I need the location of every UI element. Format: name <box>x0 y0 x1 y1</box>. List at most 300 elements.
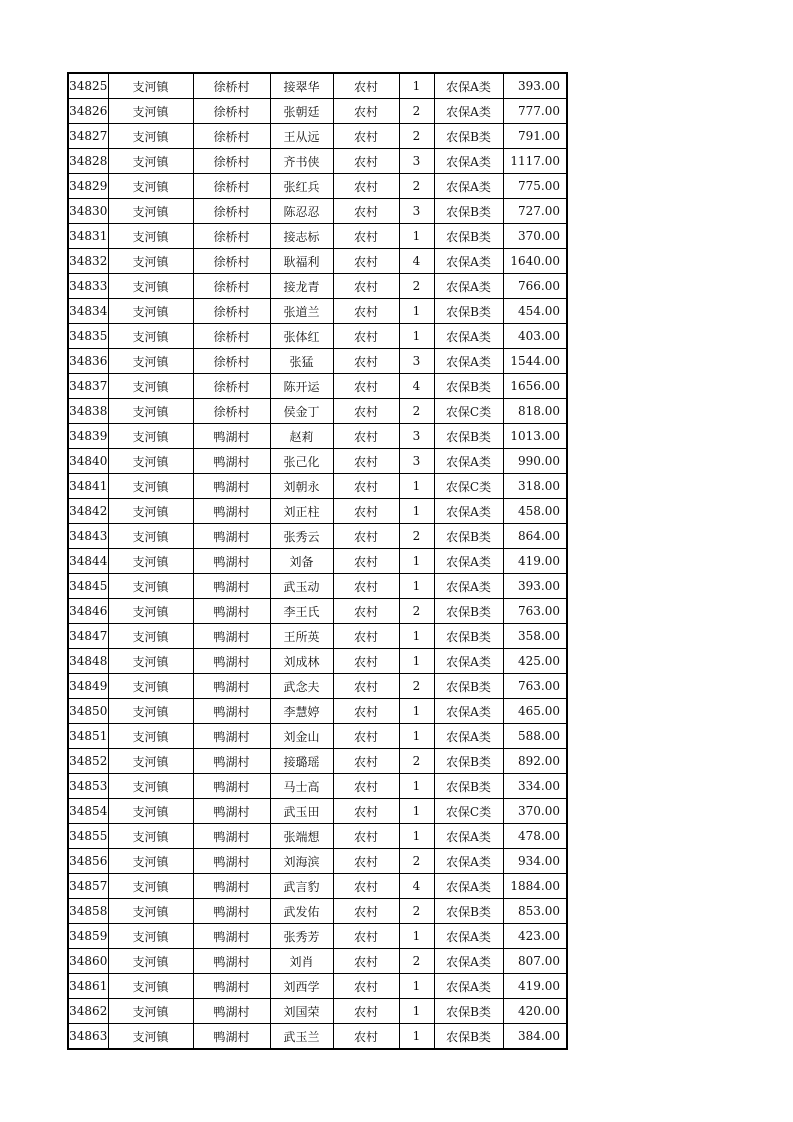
town-cell: 支河镇 <box>108 99 193 124</box>
member-count-cell: 2 <box>399 524 434 549</box>
village-cell: 徐桥村 <box>193 349 270 374</box>
member-count-cell: 2 <box>399 899 434 924</box>
village-cell: 鸭湖村 <box>193 999 270 1024</box>
table-row <box>68 99 567 124</box>
household-type-cell: 农村 <box>333 1024 399 1050</box>
amount-cell: 1656.00 <box>503 374 567 399</box>
table-row <box>68 949 567 974</box>
village-cell: 徐桥村 <box>193 124 270 149</box>
household-type-cell: 农村 <box>333 149 399 174</box>
record-id-cell: 34860 <box>68 949 108 974</box>
household-type-cell: 农村 <box>333 799 399 824</box>
member-count-cell: 1 <box>399 1024 434 1050</box>
name-cell: 张猛 <box>270 349 333 374</box>
record-id-cell: 34827 <box>68 124 108 149</box>
insurance-class-cell: 农保C类 <box>434 399 503 424</box>
record-id-cell: 34839 <box>68 424 108 449</box>
village-cell: 鸭湖村 <box>193 1024 270 1050</box>
name-cell: 张道兰 <box>270 299 333 324</box>
household-type-cell: 农村 <box>333 499 399 524</box>
insurance-class-cell: 农保B类 <box>434 199 503 224</box>
town-cell: 支河镇 <box>108 249 193 274</box>
member-count-cell: 1 <box>399 974 434 999</box>
village-cell: 鸭湖村 <box>193 424 270 449</box>
record-id-cell: 34858 <box>68 899 108 924</box>
household-type-cell: 农村 <box>333 824 399 849</box>
table-row <box>68 899 567 924</box>
town-cell: 支河镇 <box>108 549 193 574</box>
amount-cell: 763.00 <box>503 674 567 699</box>
table-row <box>68 274 567 299</box>
table-row <box>68 399 567 424</box>
amount-cell: 393.00 <box>503 574 567 599</box>
insurance-class-cell: 农保C类 <box>434 474 503 499</box>
amount-cell: 766.00 <box>503 274 567 299</box>
name-cell: 李王氏 <box>270 599 333 624</box>
village-cell: 鸭湖村 <box>193 449 270 474</box>
insurance-class-cell: 农保A类 <box>434 174 503 199</box>
amount-cell: 334.00 <box>503 774 567 799</box>
record-id-cell: 34837 <box>68 374 108 399</box>
member-count-cell: 4 <box>399 374 434 399</box>
insurance-class-cell: 农保A类 <box>434 349 503 374</box>
insurance-class-cell: 农保B类 <box>434 749 503 774</box>
table-row <box>68 774 567 799</box>
amount-cell: 370.00 <box>503 799 567 824</box>
insurance-class-cell: 农保A类 <box>434 99 503 124</box>
village-cell: 徐桥村 <box>193 249 270 274</box>
name-cell: 接翠华 <box>270 73 333 99</box>
name-cell: 陈开运 <box>270 374 333 399</box>
record-id-cell: 34850 <box>68 699 108 724</box>
amount-cell: 588.00 <box>503 724 567 749</box>
town-cell: 支河镇 <box>108 174 193 199</box>
name-cell: 张秀云 <box>270 524 333 549</box>
insurance-class-cell: 农保B类 <box>434 1024 503 1050</box>
household-type-cell: 农村 <box>333 849 399 874</box>
member-count-cell: 4 <box>399 249 434 274</box>
household-type-cell: 农村 <box>333 724 399 749</box>
town-cell: 支河镇 <box>108 774 193 799</box>
amount-cell: 318.00 <box>503 474 567 499</box>
table-row <box>68 799 567 824</box>
town-cell: 支河镇 <box>108 474 193 499</box>
town-cell: 支河镇 <box>108 399 193 424</box>
village-cell: 鸭湖村 <box>193 474 270 499</box>
name-cell: 刘备 <box>270 549 333 574</box>
records-sheet <box>67 72 568 1050</box>
insurance-class-cell: 农保B类 <box>434 424 503 449</box>
table-row <box>68 749 567 774</box>
name-cell: 接龙青 <box>270 274 333 299</box>
table-row <box>68 974 567 999</box>
record-id-cell: 34852 <box>68 749 108 774</box>
record-id-cell: 34861 <box>68 974 108 999</box>
member-count-cell: 2 <box>399 274 434 299</box>
town-cell: 支河镇 <box>108 624 193 649</box>
member-count-cell: 1 <box>399 574 434 599</box>
member-count-cell: 2 <box>399 124 434 149</box>
record-id-cell: 34862 <box>68 999 108 1024</box>
household-type-cell: 农村 <box>333 374 399 399</box>
household-type-cell: 农村 <box>333 249 399 274</box>
table-row <box>68 1024 567 1050</box>
record-id-cell: 34849 <box>68 674 108 699</box>
insurance-class-cell: 农保B类 <box>434 999 503 1024</box>
table-row <box>68 73 567 99</box>
town-cell: 支河镇 <box>108 899 193 924</box>
household-type-cell: 农村 <box>333 999 399 1024</box>
village-cell: 鸭湖村 <box>193 749 270 774</box>
member-count-cell: 1 <box>399 624 434 649</box>
insurance-class-cell: 农保A类 <box>434 824 503 849</box>
household-type-cell: 农村 <box>333 474 399 499</box>
insurance-class-cell: 农保A类 <box>434 649 503 674</box>
household-type-cell: 农村 <box>333 874 399 899</box>
household-type-cell: 农村 <box>333 924 399 949</box>
amount-cell: 990.00 <box>503 449 567 474</box>
name-cell: 张秀芳 <box>270 924 333 949</box>
name-cell: 王从远 <box>270 124 333 149</box>
amount-cell: 458.00 <box>503 499 567 524</box>
village-cell: 徐桥村 <box>193 149 270 174</box>
amount-cell: 807.00 <box>503 949 567 974</box>
amount-cell: 1640.00 <box>503 249 567 274</box>
member-count-cell: 1 <box>399 924 434 949</box>
table-row <box>68 699 567 724</box>
household-type-cell: 农村 <box>333 899 399 924</box>
name-cell: 武玉动 <box>270 574 333 599</box>
records-body <box>68 73 567 1049</box>
amount-cell: 763.00 <box>503 599 567 624</box>
member-count-cell: 2 <box>399 174 434 199</box>
insurance-class-cell: 农保A类 <box>434 499 503 524</box>
name-cell: 武念夫 <box>270 674 333 699</box>
amount-cell: 419.00 <box>503 549 567 574</box>
name-cell: 张体红 <box>270 324 333 349</box>
town-cell: 支河镇 <box>108 524 193 549</box>
table-row <box>68 374 567 399</box>
name-cell: 李慧婷 <box>270 699 333 724</box>
member-count-cell: 1 <box>399 824 434 849</box>
amount-cell: 1884.00 <box>503 874 567 899</box>
household-type-cell: 农村 <box>333 99 399 124</box>
record-id-cell: 34847 <box>68 624 108 649</box>
amount-cell: 818.00 <box>503 399 567 424</box>
insurance-class-cell: 农保B类 <box>434 299 503 324</box>
table-row <box>68 624 567 649</box>
town-cell: 支河镇 <box>108 649 193 674</box>
village-cell: 徐桥村 <box>193 399 270 424</box>
records-table <box>67 72 568 1050</box>
insurance-class-cell: 农保A类 <box>434 874 503 899</box>
name-cell: 陈忍忍 <box>270 199 333 224</box>
household-type-cell: 农村 <box>333 449 399 474</box>
insurance-class-cell: 农保A类 <box>434 449 503 474</box>
village-cell: 鸭湖村 <box>193 549 270 574</box>
name-cell: 刘肖 <box>270 949 333 974</box>
town-cell: 支河镇 <box>108 499 193 524</box>
member-count-cell: 3 <box>399 449 434 474</box>
table-row <box>68 499 567 524</box>
name-cell: 武玉兰 <box>270 1024 333 1050</box>
table-row <box>68 424 567 449</box>
name-cell: 张朝廷 <box>270 99 333 124</box>
town-cell: 支河镇 <box>108 73 193 99</box>
town-cell: 支河镇 <box>108 299 193 324</box>
household-type-cell: 农村 <box>333 324 399 349</box>
household-type-cell: 农村 <box>333 274 399 299</box>
table-row <box>68 299 567 324</box>
village-cell: 徐桥村 <box>193 299 270 324</box>
table-row <box>68 549 567 574</box>
amount-cell: 393.00 <box>503 73 567 99</box>
record-id-cell: 34851 <box>68 724 108 749</box>
name-cell: 张红兵 <box>270 174 333 199</box>
town-cell: 支河镇 <box>108 999 193 1024</box>
table-row <box>68 199 567 224</box>
insurance-class-cell: 农保A类 <box>434 849 503 874</box>
insurance-class-cell: 农保A类 <box>434 324 503 349</box>
household-type-cell: 农村 <box>333 424 399 449</box>
record-id-cell: 34856 <box>68 849 108 874</box>
village-cell: 徐桥村 <box>193 224 270 249</box>
name-cell: 接璐瑶 <box>270 749 333 774</box>
household-type-cell: 农村 <box>333 974 399 999</box>
household-type-cell: 农村 <box>333 599 399 624</box>
town-cell: 支河镇 <box>108 674 193 699</box>
insurance-class-cell: 农保B类 <box>434 224 503 249</box>
amount-cell: 420.00 <box>503 999 567 1024</box>
village-cell: 徐桥村 <box>193 73 270 99</box>
town-cell: 支河镇 <box>108 324 193 349</box>
record-id-cell: 34857 <box>68 874 108 899</box>
household-type-cell: 农村 <box>333 174 399 199</box>
insurance-class-cell: 农保B类 <box>434 674 503 699</box>
member-count-cell: 2 <box>399 99 434 124</box>
amount-cell: 864.00 <box>503 524 567 549</box>
member-count-cell: 1 <box>399 549 434 574</box>
village-cell: 鸭湖村 <box>193 799 270 824</box>
member-count-cell: 4 <box>399 874 434 899</box>
name-cell: 齐书侠 <box>270 149 333 174</box>
record-id-cell: 34831 <box>68 224 108 249</box>
insurance-class-cell: 农保A类 <box>434 699 503 724</box>
amount-cell: 403.00 <box>503 324 567 349</box>
village-cell: 鸭湖村 <box>193 624 270 649</box>
village-cell: 徐桥村 <box>193 174 270 199</box>
member-count-cell: 2 <box>399 674 434 699</box>
table-row <box>68 674 567 699</box>
amount-cell: 425.00 <box>503 649 567 674</box>
amount-cell: 358.00 <box>503 624 567 649</box>
record-id-cell: 34826 <box>68 99 108 124</box>
name-cell: 耿福利 <box>270 249 333 274</box>
household-type-cell: 农村 <box>333 124 399 149</box>
member-count-cell: 1 <box>399 649 434 674</box>
name-cell: 刘西学 <box>270 974 333 999</box>
table-row <box>68 224 567 249</box>
amount-cell: 791.00 <box>503 124 567 149</box>
member-count-cell: 1 <box>399 299 434 324</box>
amount-cell: 853.00 <box>503 899 567 924</box>
town-cell: 支河镇 <box>108 974 193 999</box>
insurance-class-cell: 农保A类 <box>434 574 503 599</box>
village-cell: 鸭湖村 <box>193 849 270 874</box>
village-cell: 徐桥村 <box>193 199 270 224</box>
name-cell: 武发佑 <box>270 899 333 924</box>
insurance-class-cell: 农保B类 <box>434 899 503 924</box>
amount-cell: 1544.00 <box>503 349 567 374</box>
village-cell: 鸭湖村 <box>193 724 270 749</box>
member-count-cell: 2 <box>399 599 434 624</box>
member-count-cell: 1 <box>399 724 434 749</box>
member-count-cell: 1 <box>399 774 434 799</box>
town-cell: 支河镇 <box>108 424 193 449</box>
table-row <box>68 349 567 374</box>
household-type-cell: 农村 <box>333 699 399 724</box>
village-cell: 鸭湖村 <box>193 599 270 624</box>
household-type-cell: 农村 <box>333 949 399 974</box>
member-count-cell: 2 <box>399 949 434 974</box>
table-row <box>68 924 567 949</box>
insurance-class-cell: 农保B类 <box>434 624 503 649</box>
town-cell: 支河镇 <box>108 724 193 749</box>
household-type-cell: 农村 <box>333 73 399 99</box>
table-row <box>68 649 567 674</box>
town-cell: 支河镇 <box>108 349 193 374</box>
insurance-class-cell: 农保A类 <box>434 149 503 174</box>
table-row <box>68 474 567 499</box>
name-cell: 接志标 <box>270 224 333 249</box>
village-cell: 鸭湖村 <box>193 874 270 899</box>
village-cell: 鸭湖村 <box>193 899 270 924</box>
record-id-cell: 34835 <box>68 324 108 349</box>
insurance-class-cell: 农保A类 <box>434 924 503 949</box>
insurance-class-cell: 农保B类 <box>434 599 503 624</box>
insurance-class-cell: 农保A类 <box>434 724 503 749</box>
member-count-cell: 3 <box>399 149 434 174</box>
town-cell: 支河镇 <box>108 124 193 149</box>
town-cell: 支河镇 <box>108 574 193 599</box>
town-cell: 支河镇 <box>108 799 193 824</box>
town-cell: 支河镇 <box>108 1024 193 1050</box>
member-count-cell: 1 <box>399 999 434 1024</box>
household-type-cell: 农村 <box>333 349 399 374</box>
member-count-cell: 1 <box>399 699 434 724</box>
insurance-class-cell: 农保A类 <box>434 249 503 274</box>
village-cell: 徐桥村 <box>193 374 270 399</box>
insurance-class-cell: 农保A类 <box>434 949 503 974</box>
insurance-class-cell: 农保A类 <box>434 73 503 99</box>
name-cell: 张端想 <box>270 824 333 849</box>
town-cell: 支河镇 <box>108 749 193 774</box>
member-count-cell: 2 <box>399 399 434 424</box>
record-id-cell: 34832 <box>68 249 108 274</box>
amount-cell: 1117.00 <box>503 149 567 174</box>
name-cell: 刘成林 <box>270 649 333 674</box>
name-cell: 赵莉 <box>270 424 333 449</box>
household-type-cell: 农村 <box>333 574 399 599</box>
amount-cell: 934.00 <box>503 849 567 874</box>
amount-cell: 478.00 <box>503 824 567 849</box>
town-cell: 支河镇 <box>108 274 193 299</box>
village-cell: 鸭湖村 <box>193 974 270 999</box>
household-type-cell: 农村 <box>333 299 399 324</box>
town-cell: 支河镇 <box>108 924 193 949</box>
record-id-cell: 34825 <box>68 73 108 99</box>
member-count-cell: 3 <box>399 199 434 224</box>
record-id-cell: 34833 <box>68 274 108 299</box>
household-type-cell: 农村 <box>333 674 399 699</box>
table-row <box>68 999 567 1024</box>
record-id-cell: 34853 <box>68 774 108 799</box>
household-type-cell: 农村 <box>333 224 399 249</box>
record-id-cell: 34829 <box>68 174 108 199</box>
town-cell: 支河镇 <box>108 149 193 174</box>
record-id-cell: 34834 <box>68 299 108 324</box>
record-id-cell: 34859 <box>68 924 108 949</box>
amount-cell: 1013.00 <box>503 424 567 449</box>
town-cell: 支河镇 <box>108 874 193 899</box>
insurance-class-cell: 农保A类 <box>434 974 503 999</box>
record-id-cell: 34846 <box>68 599 108 624</box>
insurance-class-cell: 农保B类 <box>434 774 503 799</box>
town-cell: 支河镇 <box>108 949 193 974</box>
household-type-cell: 农村 <box>333 749 399 774</box>
household-type-cell: 农村 <box>333 524 399 549</box>
town-cell: 支河镇 <box>108 824 193 849</box>
village-cell: 鸭湖村 <box>193 699 270 724</box>
member-count-cell: 1 <box>399 799 434 824</box>
table-row <box>68 824 567 849</box>
member-count-cell: 1 <box>399 474 434 499</box>
name-cell: 马士高 <box>270 774 333 799</box>
member-count-cell: 2 <box>399 849 434 874</box>
table-row <box>68 524 567 549</box>
table-row <box>68 449 567 474</box>
village-cell: 鸭湖村 <box>193 524 270 549</box>
amount-cell: 775.00 <box>503 174 567 199</box>
name-cell: 刘朝永 <box>270 474 333 499</box>
village-cell: 鸭湖村 <box>193 949 270 974</box>
record-id-cell: 34845 <box>68 574 108 599</box>
name-cell: 刘海滨 <box>270 849 333 874</box>
amount-cell: 370.00 <box>503 224 567 249</box>
name-cell: 刘国荣 <box>270 999 333 1024</box>
record-id-cell: 34844 <box>68 549 108 574</box>
member-count-cell: 2 <box>399 749 434 774</box>
record-id-cell: 34836 <box>68 349 108 374</box>
household-type-cell: 农村 <box>333 624 399 649</box>
insurance-class-cell: 农保C类 <box>434 799 503 824</box>
amount-cell: 892.00 <box>503 749 567 774</box>
town-cell: 支河镇 <box>108 374 193 399</box>
village-cell: 鸭湖村 <box>193 924 270 949</box>
town-cell: 支河镇 <box>108 699 193 724</box>
village-cell: 鸭湖村 <box>193 574 270 599</box>
name-cell: 刘正柱 <box>270 499 333 524</box>
record-id-cell: 34828 <box>68 149 108 174</box>
record-id-cell: 34854 <box>68 799 108 824</box>
village-cell: 鸭湖村 <box>193 674 270 699</box>
record-id-cell: 34840 <box>68 449 108 474</box>
village-cell: 鸭湖村 <box>193 824 270 849</box>
village-cell: 徐桥村 <box>193 99 270 124</box>
member-count-cell: 1 <box>399 73 434 99</box>
record-id-cell: 34863 <box>68 1024 108 1050</box>
name-cell: 武玉田 <box>270 799 333 824</box>
